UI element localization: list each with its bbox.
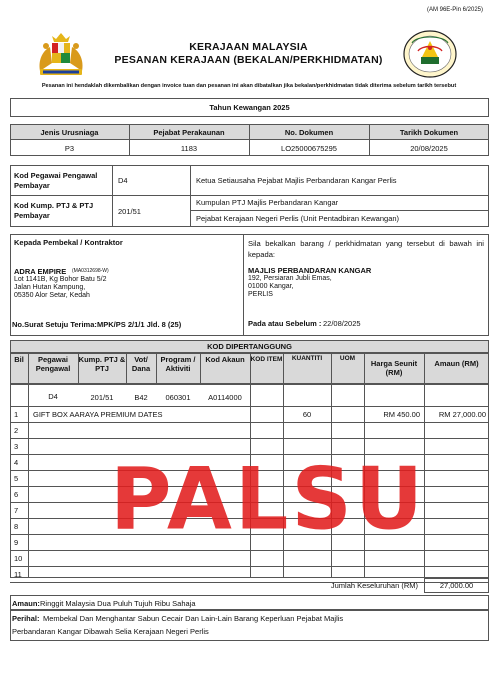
approval-letter-label: No.Surat Setuju Terima: bbox=[12, 320, 97, 329]
summary-header-jenis: Jenis Urusniaga bbox=[40, 128, 99, 137]
supplier-name: ADRA EMPIRE bbox=[14, 267, 67, 276]
summary-header-tarikh: Tarikh Dokumen bbox=[399, 128, 459, 137]
total-value: 27,000.00 bbox=[439, 581, 474, 590]
code-kump-value: 201/51 bbox=[90, 393, 114, 402]
col-header-bil: Bil bbox=[14, 355, 24, 364]
row-number: 1 bbox=[14, 410, 19, 419]
row-number: 3 bbox=[14, 442, 19, 451]
recipient-address-1: 192, Persiaran Jubli Emas, bbox=[248, 275, 332, 282]
document-title-line2: PESANAN KERAJAAN (BEKALAN/PERKHIDMATAN) bbox=[114, 54, 383, 66]
col-header-item: KOD ITEM bbox=[250, 356, 283, 363]
summary-value-jenis: P3 bbox=[64, 144, 75, 153]
code-vot-value: B42 bbox=[134, 393, 148, 402]
summary-value-pejabat: 1183 bbox=[180, 144, 198, 153]
supplier-heading: Kepada Pembekal / Kontraktor bbox=[14, 238, 123, 247]
majlis-perbandaran-kangar-crest-logo bbox=[402, 29, 458, 79]
col-header-harga: Harga Seunit (RM) bbox=[370, 359, 418, 377]
return-notice: Pesanan ini hendaklah dikembalikan dengan invoice tuan dan pesanan ini akan dibatalkan jika bekalan/perkhidmatan tidak diterima sebelum tarikh tersebut bbox=[41, 83, 457, 89]
col-header-kump: Kump. PTJ & PTJ bbox=[78, 355, 126, 373]
row-number: 4 bbox=[14, 458, 19, 467]
item-description: GIFT BOX AARAYA PREMIUM DATES bbox=[33, 410, 163, 419]
row-number: 9 bbox=[14, 538, 19, 547]
row-number: 10 bbox=[14, 554, 23, 563]
col-header-program: Program / Aktiviti bbox=[160, 355, 196, 373]
summary-header-no-dokumen: No. Dokumen bbox=[284, 128, 334, 137]
col-header-vot: Vot/ Dana bbox=[131, 355, 151, 373]
recipient-address-2: 01000 Kangar, bbox=[248, 283, 294, 290]
amount-words-value: Ringgit Malaysia Dua Puluh Tujuh Ribu Sahaja bbox=[40, 599, 196, 608]
row-number: 6 bbox=[14, 490, 19, 499]
charged-section-title: KOD DIPERTANGGUNG bbox=[207, 342, 292, 351]
row-number: 11 bbox=[14, 570, 22, 579]
fake-stamp: PALSU bbox=[110, 449, 427, 549]
ptj-description-2: Pejabat Kerajaan Negeri Perlis (Unit Pentadbiran Kewangan) bbox=[196, 214, 400, 223]
row-number: 8 bbox=[14, 522, 19, 531]
supplier-address-2: Jalan Hutan Kampung, bbox=[14, 284, 86, 291]
subject-label: Perihal: bbox=[12, 614, 40, 623]
code-akaun-value: A0114000 bbox=[208, 393, 242, 402]
recipient-name: MAJLIS PERBANDARAN KANGAR bbox=[248, 266, 372, 275]
officer-code-label: Kod Pegawai Pengawal Pembayar bbox=[14, 171, 98, 190]
recipient-address-3: PERLIS bbox=[248, 291, 273, 298]
item-quantity: 60 bbox=[302, 410, 312, 419]
deadline-label: Pada atau Sebelum : bbox=[248, 319, 322, 328]
officer-code-value: D4 bbox=[118, 176, 128, 185]
delivery-instruction: Sila bekalkan barang / perkhidmatan yang tersebut di bawah ini kepada: bbox=[248, 239, 484, 259]
document-title-line1: KERAJAAN MALAYSIA bbox=[189, 41, 308, 53]
code-pegawai-value: D4 bbox=[48, 392, 58, 401]
item-amount: RM 27,000.00 bbox=[438, 410, 486, 419]
ptj-code-value: 201/51 bbox=[118, 207, 141, 216]
item-unit-price: RM 450.00 bbox=[383, 410, 420, 419]
col-header-amaun: Amaun (RM) bbox=[434, 359, 479, 368]
fiscal-year-label: Tahun Kewangan 2025 bbox=[209, 103, 290, 112]
col-header-uom: UOM bbox=[339, 355, 356, 362]
summary-header-pejabat: Pejabat Perakaunan bbox=[153, 128, 225, 137]
subject-line-2: Perbandaran Kangar Dibawah Selia Kerajaan Negeri Perlis bbox=[12, 627, 209, 636]
col-header-akaun: Kod Akaun bbox=[205, 355, 245, 364]
row-number: 2 bbox=[14, 426, 19, 435]
officer-code-description: Ketua Setiausaha Pejabat Majlis Perbandaran Kangar Perlis bbox=[196, 176, 397, 185]
deadline-value: 22/08/2025 bbox=[323, 319, 361, 328]
amount-words-label: Amaun: bbox=[12, 599, 40, 608]
code-program-value: 060301 bbox=[165, 393, 191, 402]
subject-line-1: Membekal Dan Menghantar Sabun Cecair Dan Lain-Lain Barang Keperluan Pejabat Majlis bbox=[43, 614, 344, 623]
total-label: Jumlah Keseluruhan (RM) bbox=[330, 581, 418, 590]
supplier-address-1: Lot 1141B, Kg Bohor Batu 5/2 bbox=[14, 276, 107, 283]
approval-letter-value: MPK/PS 2/1/1 Jld. 8 (25) bbox=[97, 320, 182, 329]
form-reference: (AM 96E-Pin 6/2025) bbox=[426, 7, 483, 13]
col-header-pegawai: Pegawai Pengawal bbox=[35, 355, 71, 373]
supplier-registration: (MA0312698-W) bbox=[72, 268, 109, 274]
summary-value-no-dokumen: LO25000675295 bbox=[281, 144, 337, 153]
ptj-description-1: Kumpulan PTJ Majlis Perbandaran Kangar bbox=[196, 198, 339, 207]
row-number: 7 bbox=[14, 506, 19, 515]
col-header-kuantiti: KUANTITI bbox=[291, 355, 323, 362]
ptj-code-label: Kod Kump. PTJ & PTJ Pembayar bbox=[14, 201, 94, 220]
supplier-address-3: 05350 Alor Setar, Kedah bbox=[14, 292, 90, 299]
row-number: 5 bbox=[14, 474, 19, 483]
summary-value-tarikh: 20/08/2025 bbox=[410, 144, 448, 153]
